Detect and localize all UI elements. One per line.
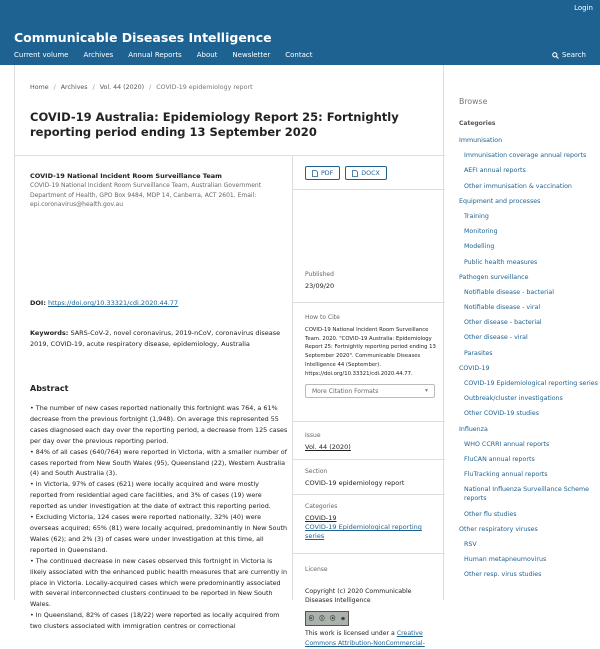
- category-items: [459, 136, 599, 579]
- sidebar-category-item[interactable]: Other disease - viral: [464, 334, 528, 342]
- license-label: License: [305, 566, 328, 573]
- breadcrumb-archives[interactable]: Archives: [60, 84, 88, 91]
- site-title[interactable]: Communicable Diseases Intelligence: [14, 30, 272, 45]
- sidebar-category-item[interactable]: Other flu studies: [464, 510, 517, 518]
- section-block: [305, 468, 440, 488]
- nav-about[interactable]: About: [196, 51, 218, 59]
- pdf-button[interactable]: [305, 166, 340, 180]
- article-details: [293, 156, 445, 647]
- issue-block: [305, 432, 440, 452]
- abstract-paragraph: • In Victoria, 97% of cases (621) were locally acquired and were mostly reported from residential aged care facilities, and 3% of cases (19) were reported as under investigation at the date of extract this reporting period.: [30, 480, 271, 511]
- nc-icon: ⓢ: [330, 616, 336, 622]
- breadcrumb-home[interactable]: Home: [30, 84, 49, 91]
- how-to-cite-block: [305, 314, 440, 398]
- login-link[interactable]: Login: [574, 4, 593, 12]
- sidebar-category-item[interactable]: Modelling: [464, 243, 495, 251]
- sidebar-category-item[interactable]: Notifiable disease - bacterial: [464, 288, 555, 296]
- section-label: Section: [305, 468, 328, 475]
- categories-heading: Categories: [459, 120, 496, 127]
- sidebar-category-item[interactable]: AEFI annual reports: [464, 167, 526, 175]
- published-date: 23/09/20: [305, 282, 335, 290]
- abstract-paragraph: • The continued decrease in new cases observed this fortnight in Victoria is likely associated with the enhanced public health measures that are currently in place in Victoria. Locally-acquired cases which were predominantly associated with several interconnected clusters continued to be reported in New South Wales.: [30, 556, 287, 609]
- nav-newsletter[interactable]: Newsletter: [232, 51, 271, 59]
- sidebar-category-item[interactable]: Equipment and processes: [459, 197, 541, 205]
- sidebar-category-item[interactable]: Other disease - bacterial: [464, 319, 542, 327]
- published-block: [305, 271, 440, 291]
- sidebar-category-item[interactable]: FluCAN annual reports: [464, 455, 535, 463]
- cite-label: How to Cite: [305, 314, 340, 321]
- docx-label: DOCX: [361, 169, 380, 177]
- sidebar-category-item[interactable]: Pathogen surveillance: [459, 273, 529, 281]
- breadcrumb-current: COVID-19 epidemiology report: [156, 84, 253, 91]
- file-icon: [312, 170, 318, 177]
- sidebar-category-item[interactable]: Other respiratory viruses: [459, 525, 538, 533]
- sidebar-category-item[interactable]: Influenza: [459, 425, 488, 433]
- sidebar-category-item[interactable]: Notifiable disease - viral: [464, 304, 541, 312]
- license-link[interactable]: Creative Commons Attribution-NonCommercial-: [305, 630, 425, 647]
- galley-links: [305, 166, 387, 180]
- nd-icon: ⊜: [340, 615, 346, 622]
- issue-label: Issue: [305, 432, 321, 439]
- breadcrumb-separator: /: [149, 84, 152, 91]
- category-list: [459, 120, 599, 585]
- keywords-text: SARS-CoV-2, novel coronavirus, 2019-nCoV, coronavirus disease 2019, COVID-19, acute respiratory disease, epidemiology, Australia: [30, 329, 281, 348]
- article-page: [14, 65, 444, 647]
- sidebar-category-item[interactable]: Other immunisation & vaccination: [464, 182, 572, 190]
- pdf-label: PDF: [321, 169, 334, 177]
- citation-text: COVID-19 National Incident Room Surveillance Team. 2020. "COVID-19 Australia: Epidemiology Report 25: Fortnightly reporting period ending 13 September 2020". Communicable Diseases Intelligence 44 (September). https://doi.org/10.33321/cdi.2020.44.77.: [305, 327, 436, 377]
- site-header: [0, 0, 600, 65]
- license-text-row: [305, 629, 440, 649]
- sidebar: [445, 65, 600, 600]
- citation-formats-label: More Citation Formats: [312, 388, 379, 396]
- sidebar-category-item[interactable]: Monitoring: [464, 228, 498, 236]
- breadcrumb-separator: /: [92, 84, 95, 91]
- breadcrumb: [30, 84, 253, 91]
- sidebar-category-item[interactable]: Public health measures: [464, 258, 538, 266]
- nav-current-volume[interactable]: Current volume: [14, 51, 69, 59]
- search-icon: [552, 52, 559, 59]
- browse-heading: Browse: [459, 97, 488, 106]
- abstract-body: [30, 403, 288, 632]
- cc-license-badge[interactable]: [305, 611, 349, 626]
- search-link[interactable]: [552, 51, 586, 59]
- license-block: [305, 566, 440, 649]
- issue-link[interactable]: Vol. 44 (2020): [305, 443, 351, 451]
- search-label: Search: [561, 51, 586, 59]
- primary-nav: [14, 51, 328, 59]
- abstract-paragraph: • In Queensland, 82% of cases (18/22) were reported as locally acquired from two clusters associated with immigration centres or correctional: [30, 611, 280, 631]
- divider: [293, 421, 445, 422]
- abstract-paragraph: • 84% of all cases (640/764) were reported in Victoria, with a smaller number of cases reported from New South Wales (95), Queensland (22), Western Australia (4) and South Australia (3).: [30, 447, 287, 478]
- copyright-text: Copyright (c) 2020 Communicable Diseases Intelligence: [305, 588, 412, 604]
- author-name: COVID-19 National Incident Room Surveillance Team: [30, 172, 222, 180]
- sidebar-category-item[interactable]: National Influenza Surveillance Scheme reports: [464, 486, 590, 503]
- nav-contact[interactable]: Contact: [285, 51, 313, 59]
- published-label: Published: [305, 271, 334, 278]
- sidebar-category-item[interactable]: Other COVID-19 studies: [464, 410, 540, 418]
- sidebar-category-item[interactable]: COVID-19 Epidemiological reporting series: [464, 380, 598, 387]
- chevron-down-icon: ▾: [424, 387, 428, 395]
- divider: [293, 459, 445, 460]
- sidebar-category-item[interactable]: Other resp. virus studies: [464, 571, 542, 579]
- divider: [293, 302, 445, 303]
- nav-archives[interactable]: Archives: [83, 51, 114, 59]
- sidebar-category-item[interactable]: Parasites: [464, 349, 493, 357]
- section-value: COVID-19 epidemiology report: [305, 479, 405, 487]
- doi-row: [30, 299, 178, 307]
- abstract-paragraph: • The number of new cases reported nationally this fortnight was 764, a 61% decrease from the previous fortnight (1,948). On average this represented 55 cases diagnosed each day over the reporting period, a decrease from 125 cases per day over the previous reporting period.: [30, 404, 288, 445]
- doi-link[interactable]: https://doi.org/10.33321/cdi.2020.44.77: [48, 299, 179, 307]
- category-link[interactable]: COVID-19 Epidemiological reporting series: [305, 523, 422, 540]
- file-icon: [352, 170, 358, 177]
- divider: [293, 553, 445, 554]
- breadcrumb-issue[interactable]: Vol. 44 (2020): [99, 84, 145, 91]
- citation-formats-dropdown[interactable]: [305, 384, 435, 398]
- license-text: This work is licensed under a: [305, 630, 395, 637]
- sidebar-category-item[interactable]: RSV: [464, 540, 477, 548]
- divider: [293, 494, 445, 495]
- sidebar-category-item[interactable]: Training: [464, 212, 489, 220]
- sidebar-category-item[interactable]: WHO CCRRI annual reports: [464, 440, 550, 448]
- cc-icon: ⓒ: [308, 616, 314, 622]
- sidebar-category-item[interactable]: COVID-19: [459, 364, 490, 372]
- abstract-heading: Abstract: [30, 384, 69, 393]
- categories-block: [305, 503, 440, 541]
- breadcrumb-separator: /: [53, 84, 56, 91]
- divider: [293, 189, 445, 190]
- category-link[interactable]: COVID-19: [305, 514, 337, 522]
- page-title: COVID-19 Australia: Epidemiology Report 25: Fortnightly reporting period ending 13 September 2020: [30, 110, 399, 139]
- categories-label: Categories: [305, 503, 338, 510]
- docx-button[interactable]: [345, 166, 387, 180]
- abstract-paragraph: • Excluding Victoria, 124 cases were reported nationally, 32% (40) were overseas acquired; 65% (81) were locally acquired, predominantly in New South Wales (62); and 2% (3) of cases were under investigation at this time, all reported in Queensland.: [30, 513, 288, 554]
- keywords: [30, 328, 285, 350]
- by-icon: ⓘ: [319, 616, 325, 622]
- keywords-label: Keywords:: [30, 329, 69, 337]
- sidebar-category-item[interactable]: Outbreak/cluster investigations: [464, 395, 563, 403]
- article-main: [15, 156, 293, 631]
- sidebar-category-item[interactable]: Immunisation coverage annual reports: [464, 152, 587, 160]
- sidebar-category-item[interactable]: FluTracking annual reports: [464, 471, 548, 479]
- doi-label: DOI:: [30, 299, 46, 307]
- author-affiliation: COVID-19 National Incident Room Surveillance Team, Australian Government Department of Health, GPO Box 9484, MDP 14, Canberra, ACT 2601. Email: epi.coronavirus@health.gov.au: [30, 182, 262, 208]
- sidebar-category-item[interactable]: Human metapneumovirus: [464, 556, 547, 564]
- sidebar-category-item[interactable]: Immunisation: [459, 137, 503, 144]
- nav-annual-reports[interactable]: Annual Reports: [128, 51, 182, 59]
